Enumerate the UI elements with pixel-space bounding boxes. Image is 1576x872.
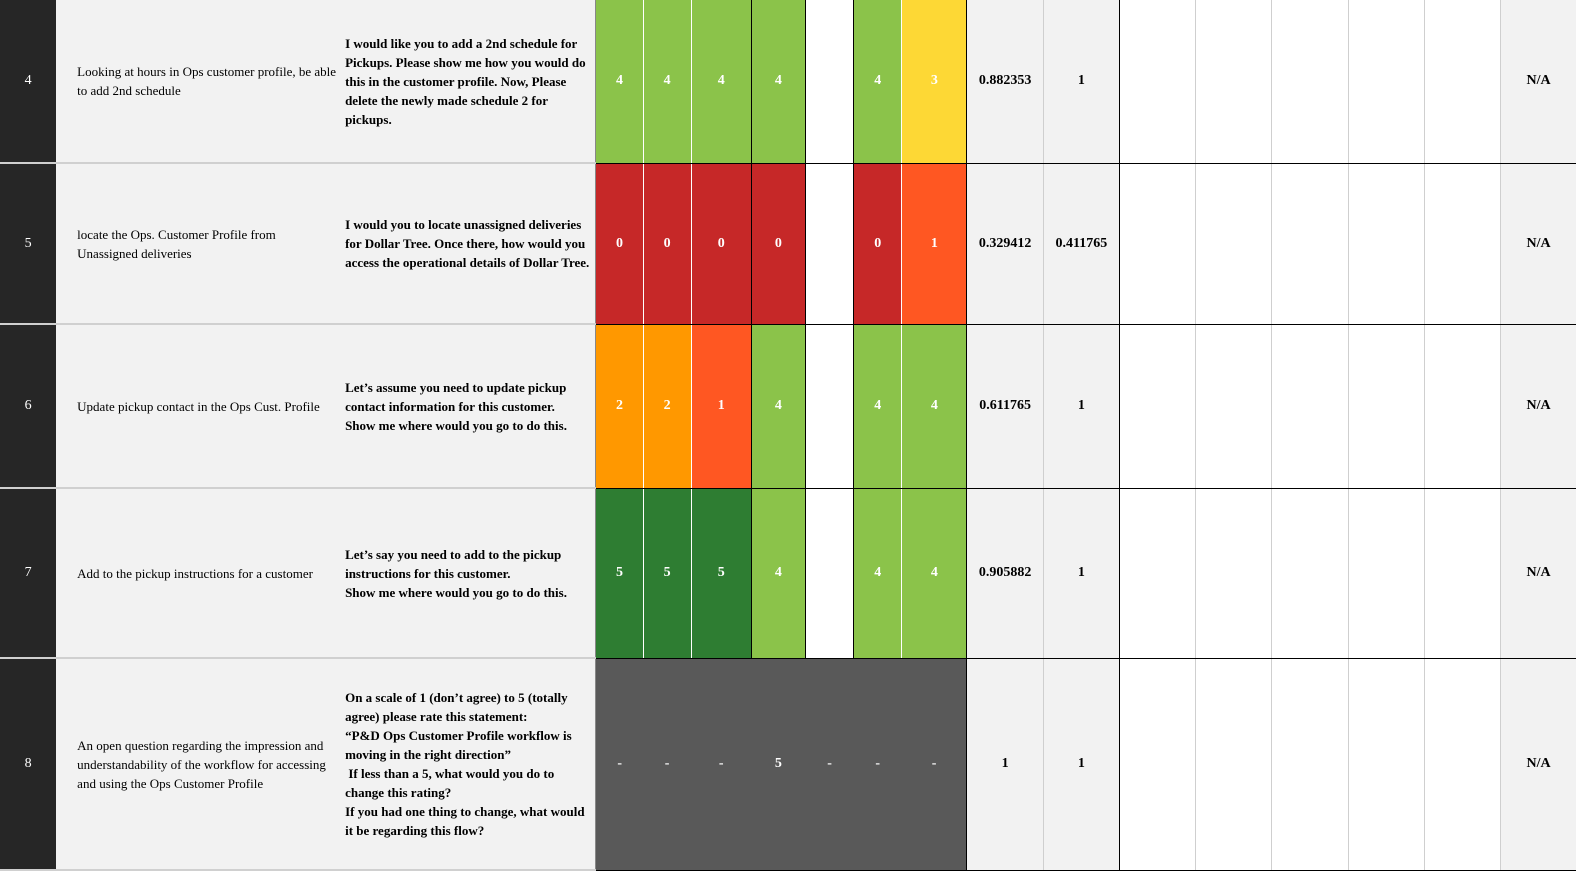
empty-cell: [1272, 324, 1348, 488]
prompt-line: If less than a 5, what would you do to: [345, 766, 555, 781]
participant-score: [806, 163, 854, 324]
task-prompt: [342, 658, 596, 870]
table-row: [0, 163, 1576, 324]
participant-score: [806, 0, 854, 163]
table-row: [0, 0, 1576, 163]
prompt-line: Show me where would you go to do this.: [345, 584, 567, 600]
task-description: Looking at hours in Ops customer profile, be able to add 2nd schedule: [56, 0, 342, 163]
participant-score: 1: [902, 163, 967, 324]
metric-a: 0.905882: [967, 488, 1043, 658]
task-prompt: [342, 163, 596, 324]
participant-score: 4: [691, 0, 751, 163]
na-cell: N/A: [1501, 0, 1576, 163]
metric-b: 0.411765: [1043, 163, 1119, 324]
prompt-line: Let’s say you need to add to the pickup: [345, 546, 562, 562]
participant-score: [806, 488, 854, 658]
prompt-line: Pickups. Please show me how you would do: [345, 54, 586, 70]
na-cell: N/A: [1501, 658, 1576, 870]
task-description: An open question regarding the impression and understandability of the workflow for accessing and using the Ops Customer Profile: [56, 658, 342, 870]
empty-cell: [1119, 324, 1195, 488]
prompt-line: agree) please rate this statement:: [345, 709, 528, 724]
participant-score: 4: [902, 324, 967, 488]
metric-a: 0.882353: [967, 0, 1043, 163]
task-description: Update pickup contact in the Ops Cust. Profile: [56, 324, 342, 488]
empty-cell: [1272, 0, 1348, 163]
participant-score: [806, 324, 854, 488]
participant-score: 0: [596, 163, 643, 324]
empty-cell: [1348, 0, 1424, 163]
metric-a: 0.611765: [967, 324, 1043, 488]
empty-cell: [1348, 163, 1424, 324]
task-description: locate the Ops. Customer Profile from Unassigned deliveries: [56, 163, 342, 324]
participant-score: 4: [751, 324, 805, 488]
participant-score: 0: [751, 163, 805, 324]
task-prompt: [342, 488, 596, 658]
participant-score: -: [691, 658, 751, 870]
empty-cell: [1272, 658, 1348, 870]
empty-cell: [1348, 658, 1424, 870]
participant-score: 4: [854, 0, 902, 163]
empty-cell: [1272, 488, 1348, 658]
task-description: Add to the pickup instructions for a customer: [56, 488, 342, 658]
row-id: 6: [0, 324, 56, 488]
table-row: [0, 658, 1576, 870]
participant-score: -: [854, 658, 902, 870]
participant-score: 5: [691, 488, 751, 658]
na-cell: N/A: [1501, 163, 1576, 324]
participant-score: -: [902, 658, 967, 870]
empty-cell: [1196, 658, 1272, 870]
participant-score: 5: [643, 488, 691, 658]
empty-cell: [1196, 163, 1272, 324]
empty-cell: [1119, 163, 1195, 324]
empty-cell: [1272, 163, 1348, 324]
row-id: 4: [0, 0, 56, 163]
prompt-line: contact information for this customer.: [345, 398, 555, 414]
participant-score: 4: [854, 324, 902, 488]
prompt-line: moving in the right direction”: [345, 747, 511, 762]
empty-cell: [1119, 658, 1195, 870]
metric-a: 0.329412: [967, 163, 1043, 324]
metric-a: 1: [967, 658, 1043, 870]
prompt-line: this in the customer profile. Now, Please: [345, 73, 567, 89]
participant-score: -: [643, 658, 691, 870]
table-row: [0, 488, 1576, 658]
empty-cell: [1348, 324, 1424, 488]
prompt-line: If you had one thing to change, what would: [345, 804, 585, 819]
participant-score: 4: [902, 488, 967, 658]
participant-score: 3: [902, 0, 967, 163]
prompt-line: Let’s assume you need to update pickup: [345, 379, 567, 395]
participant-score: 4: [643, 0, 691, 163]
participant-score: 0: [691, 163, 751, 324]
prompt-line: I would like you to add a 2nd schedule for: [345, 35, 578, 51]
prompt-line: instructions for this customer.: [345, 565, 511, 581]
row-id: 8: [0, 658, 56, 870]
metric-b: 1: [1043, 658, 1119, 870]
prompt-line: it be regarding this flow?: [345, 823, 485, 838]
empty-cell: [1348, 488, 1424, 658]
na-cell: N/A: [1501, 324, 1576, 488]
metric-b: 1: [1043, 324, 1119, 488]
participant-score: 0: [643, 163, 691, 324]
participant-score: 5: [751, 658, 805, 870]
empty-cell: [1196, 488, 1272, 658]
metric-b: 1: [1043, 488, 1119, 658]
prompt-line: change this rating?: [345, 785, 452, 800]
participant-score: 4: [596, 0, 643, 163]
empty-cell: [1196, 0, 1272, 163]
task-prompt: [342, 0, 596, 163]
participant-score: 2: [596, 324, 643, 488]
na-cell: N/A: [1501, 488, 1576, 658]
task-prompt: [342, 324, 596, 488]
row-id: 7: [0, 488, 56, 658]
participant-score: 4: [751, 0, 805, 163]
row-id: 5: [0, 163, 56, 324]
empty-cell: [1119, 488, 1195, 658]
prompt-line: access the operational details of Dollar Tree.: [345, 255, 590, 270]
participant-score: -: [806, 658, 854, 870]
empty-cell: [1424, 163, 1500, 324]
empty-cell: [1424, 488, 1500, 658]
prompt-line: pickups.: [345, 111, 392, 127]
participant-score: 0: [854, 163, 902, 324]
empty-cell: [1119, 0, 1195, 163]
prompt-line: “P&D Ops Customer Profile workflow is: [345, 728, 572, 743]
empty-cell: [1424, 658, 1500, 870]
prompt-line: On a scale of 1 (don’t agree) to 5 (totally: [345, 690, 568, 705]
participant-score: 4: [751, 488, 805, 658]
prompt-line: for Dollar Tree. Once there, how would you: [345, 236, 586, 251]
participant-score: 4: [854, 488, 902, 658]
empty-cell: [1424, 0, 1500, 163]
participant-score: -: [596, 658, 643, 870]
metric-b: 1: [1043, 0, 1119, 163]
table-row: [0, 324, 1576, 488]
prompt-line: Show me where would you go to do this.: [345, 417, 567, 433]
prompt-line: delete the newly made schedule 2 for: [345, 92, 548, 108]
prompt-line: I would you to locate unassigned deliveries: [345, 217, 582, 232]
participant-score: 1: [691, 324, 751, 488]
empty-cell: [1424, 324, 1500, 488]
participant-score: 5: [596, 488, 643, 658]
participant-score: 2: [643, 324, 691, 488]
empty-cell: [1196, 324, 1272, 488]
